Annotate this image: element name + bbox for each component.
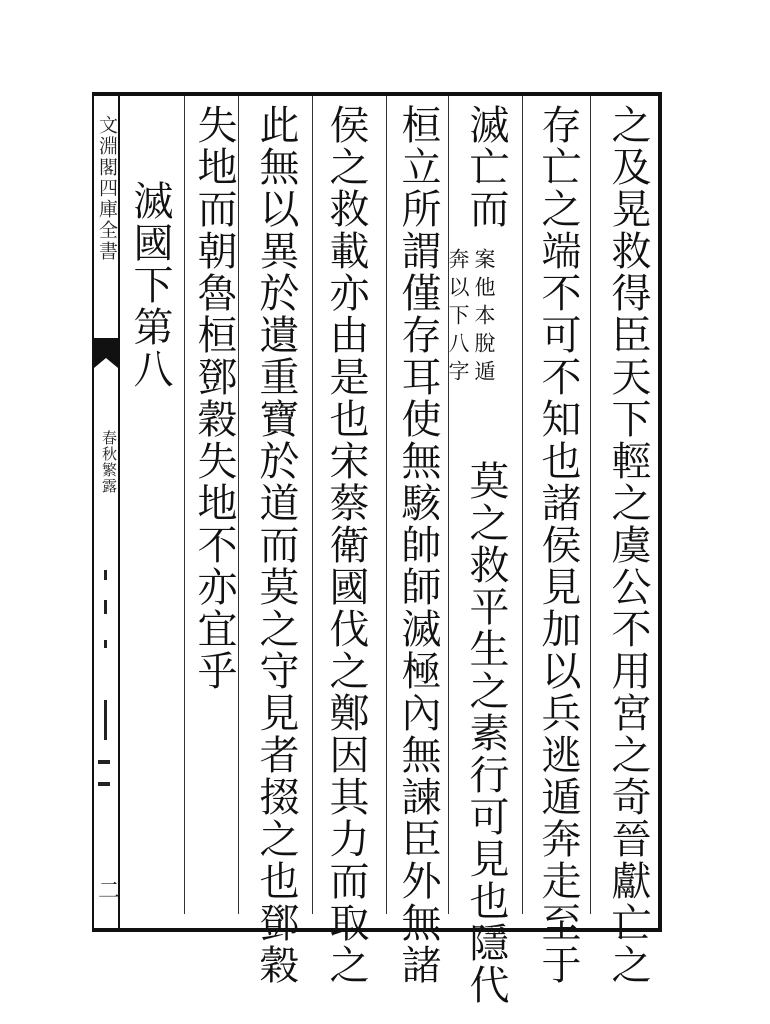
text-column-1 bbox=[604, 104, 652, 986]
gutter-title-fragment: 文淵閣四庫全書 bbox=[96, 115, 118, 262]
text-column-7 bbox=[190, 104, 238, 912]
gutter-tick bbox=[98, 760, 110, 764]
text-column-6 bbox=[252, 104, 300, 986]
annotation-note bbox=[446, 248, 496, 453]
text-column-2 bbox=[534, 104, 582, 986]
column-text-after-note: 莫之救平生之素行可見也隱代 bbox=[463, 460, 509, 1006]
column-rule bbox=[590, 96, 591, 914]
column-rule bbox=[184, 96, 185, 914]
column-text-before-note: 滅亡而 bbox=[463, 104, 509, 230]
gutter-tick bbox=[104, 700, 107, 740]
gutter-tick bbox=[104, 600, 107, 614]
column-rule bbox=[238, 96, 239, 914]
column-rule bbox=[312, 96, 313, 914]
column-rule bbox=[386, 96, 387, 914]
column-text: 存亡之端不可不知也諸侯見加以兵逃遁奔走至于 bbox=[535, 104, 581, 986]
note-line-right: 案他本脫遁 bbox=[472, 248, 496, 388]
note-line-left: 奔以下八字 bbox=[446, 248, 470, 388]
text-column-3-continued bbox=[462, 460, 510, 1006]
gutter-tick bbox=[98, 782, 110, 786]
column-text: 之及晃救得臣天下輕之虞公不用宮之奇晉獻亡之 bbox=[605, 104, 651, 986]
gutter-book-title: 春秋繁露 bbox=[100, 430, 118, 494]
text-column-5 bbox=[322, 104, 370, 986]
column-text: 侯之救載亦由是也宋蔡衛國伐之鄭因其力而取之 bbox=[323, 104, 369, 986]
column-rule bbox=[522, 96, 523, 914]
text-column-4 bbox=[394, 104, 442, 986]
fish-tail-mark-icon bbox=[94, 338, 118, 368]
column-text: 此無以異於遺重寶於道而莫之守見者掇之也鄧穀 bbox=[253, 104, 299, 986]
column-text: 桓立所謂僅存耳使無駭帥師滅極內無諫臣外無諸 bbox=[395, 104, 441, 986]
gutter-right-rule bbox=[118, 92, 120, 932]
gutter-tick bbox=[104, 570, 107, 580]
gutter-left-rule bbox=[92, 92, 94, 932]
gutter-tick bbox=[104, 640, 107, 648]
column-text: 失地而朝魯桓鄧穀失地不亦宜乎 bbox=[191, 104, 237, 692]
chapter-heading: 滅國下第八 bbox=[127, 180, 173, 390]
page-number: 二 bbox=[98, 879, 121, 904]
column-rule bbox=[448, 96, 449, 914]
chapter-heading-column bbox=[126, 180, 174, 440]
